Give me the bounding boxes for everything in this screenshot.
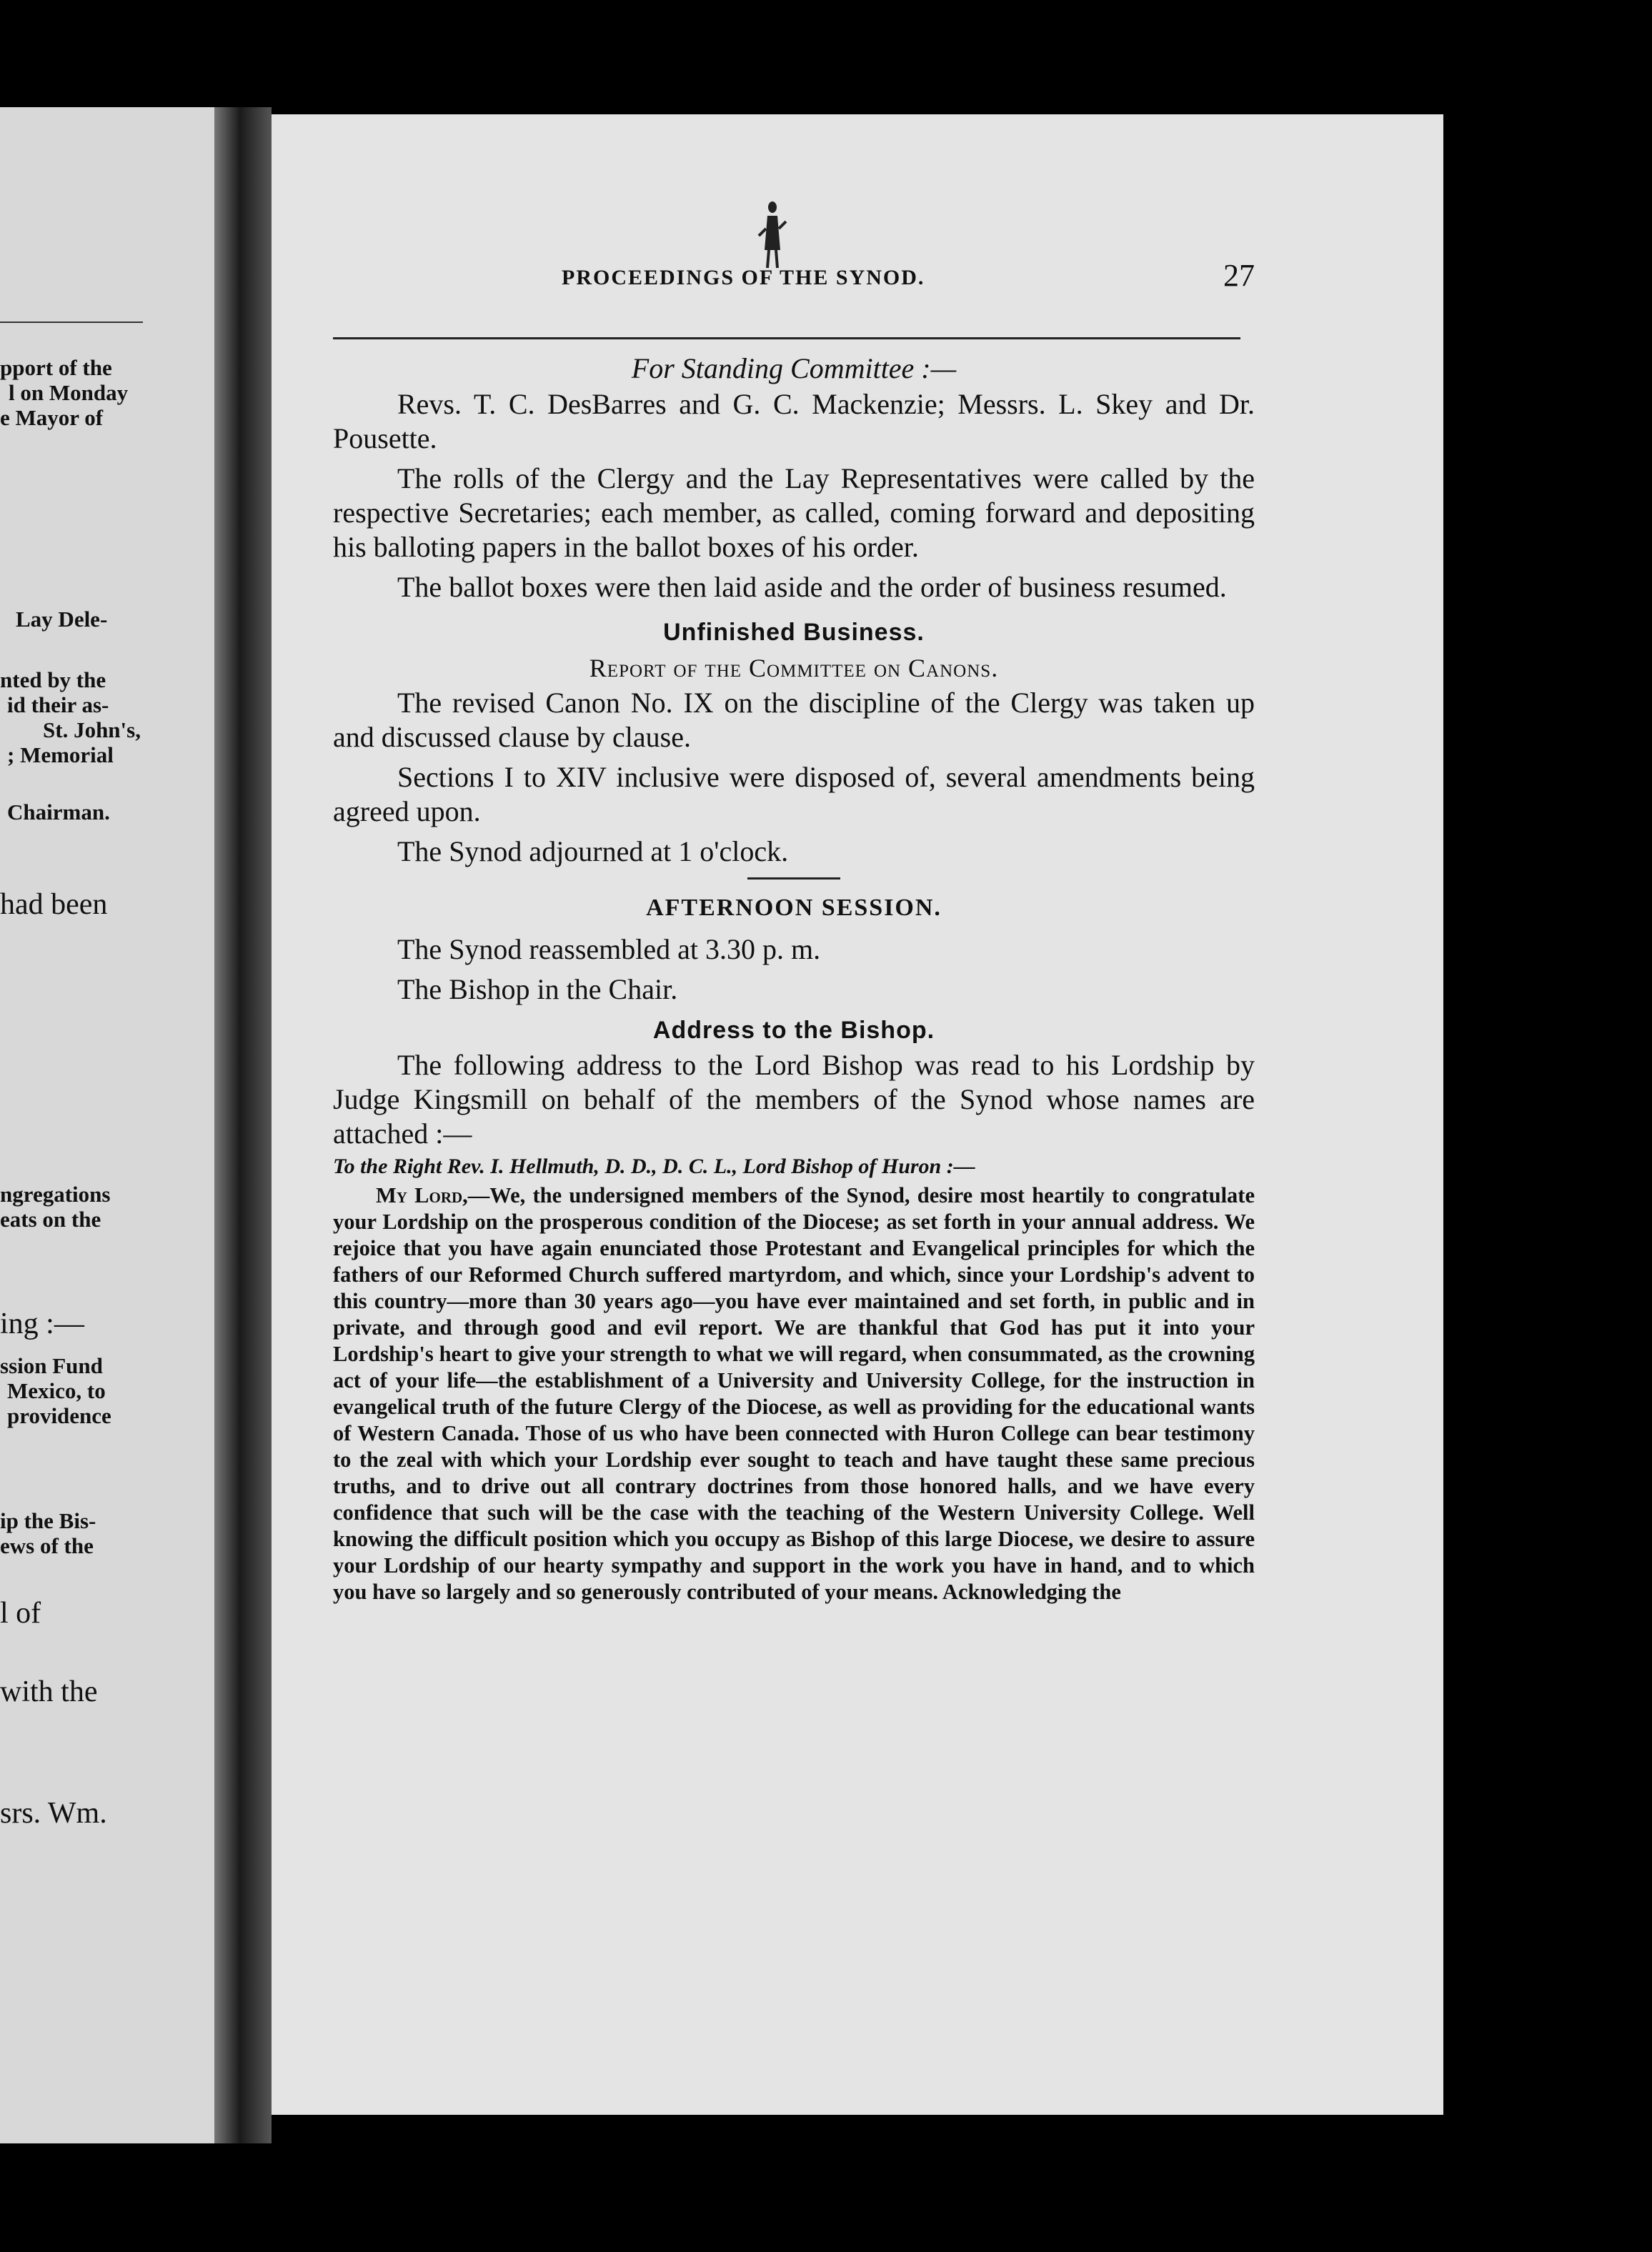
canons-report-heading: Report of the Committee on Canons. xyxy=(589,654,999,682)
left-line: eats on the xyxy=(0,1207,101,1232)
page-number: 27 xyxy=(1223,258,1255,293)
left-line: ; Memorial xyxy=(7,742,114,767)
left-line: ngregations xyxy=(0,1182,111,1207)
left-line: had been xyxy=(0,888,108,921)
address-salutation: My Lord, xyxy=(376,1183,468,1207)
adjourned-paragraph: The Synod adjourned at 1 o'clock. xyxy=(397,835,789,867)
left-line: l of xyxy=(0,1597,41,1630)
section-divider xyxy=(747,877,840,880)
address-recipient: To the Right Rev. I. Hellmuth, D. D., D. C. L., Lord Bishop of Huron :— xyxy=(333,1155,975,1178)
unfinished-business-heading: Unfinished Business. xyxy=(663,619,925,646)
left-line: Chairman. xyxy=(7,799,110,824)
address-heading: Address to the Bishop. xyxy=(652,1017,935,1044)
book-page xyxy=(272,114,1443,2115)
left-line: ssion Fund xyxy=(0,1353,103,1378)
reassembled-paragraph: The Synod reassembled at 3.30 p. m. xyxy=(397,933,821,965)
running-head-title: PROCEEDINGS OF THE SYNOD. xyxy=(562,266,925,289)
rolls-paragraph: The rolls of the Clergy and the Lay Representatives were called by the respective Secretaries; each member, as called, coming forward and depositing his balloting papers in the ballot boxes of his order. xyxy=(333,462,1255,563)
address-intro-paragraph: The following address to the Lord Bishop was read to his Lordship by Judge Kingsmill on behalf of the members of the Synod whose names are attached :— xyxy=(333,1049,1255,1150)
left-line: ews of the xyxy=(0,1533,94,1558)
left-line: providence xyxy=(7,1403,111,1428)
left-line: St. John's, xyxy=(43,717,141,742)
left-line: with the xyxy=(0,1675,98,1708)
page-body xyxy=(333,350,1255,1605)
sections-paragraph: Sections I to XIV inclusive were disposed of, several amendments being agreed upon. xyxy=(333,761,1255,827)
left-line: nted by the xyxy=(0,667,106,692)
left-line: Lay Dele- xyxy=(16,607,108,632)
address-text xyxy=(333,1182,1255,1605)
left-line: l on Monday xyxy=(9,380,129,405)
header-rule xyxy=(333,337,1240,339)
left-line: id their as- xyxy=(7,692,109,717)
chair-paragraph: The Bishop in the Chair. xyxy=(397,973,678,1005)
ballot-paragraph: The ballot boxes were then laid aside and the order of business resumed. xyxy=(397,571,1227,603)
book-gutter xyxy=(214,107,272,2143)
left-line: Mexico, to xyxy=(7,1378,106,1403)
standing-committee-heading: For Standing Committee :— xyxy=(631,352,957,384)
afternoon-session-heading: AFTERNOON SESSION. xyxy=(646,895,942,921)
running-head xyxy=(333,257,1255,300)
standing-committee-members: Revs. T. C. DesBarres and G. C. Mackenzie; Messrs. L. Skey and Dr. Pousette. xyxy=(333,388,1255,454)
left-line: srs. Wm. xyxy=(0,1797,107,1830)
left-line: ip the Bis- xyxy=(0,1508,96,1533)
canon-paragraph: The revised Canon No. IX on the discipline of the Clergy was taken up and discussed clause by clause. xyxy=(333,687,1255,753)
left-facing-page xyxy=(0,107,229,2143)
left-line: e Mayor of xyxy=(0,405,104,430)
left-page-rule xyxy=(0,322,143,323)
left-line: pport of the xyxy=(0,355,112,380)
left-line: ing :— xyxy=(0,1307,84,1340)
address-body: —We, the undersigned members of the Synod, desire most heartily to congratulate your Lordship on the prosperous condition of the Diocese; as set forth in your annual address. We rejoice that you have again enunciated those Protestant and Evangelical principles for which the fathers of our Reformed Church suffered martyrdom, and which, since your Lordship's advent to this country—more than 30 years ago—you have ever maintained and set forth, in public and in private, and through good and evil report. We are thankful that God has put it into your Lordship's heart to give your strength to what we will regard, when consummated, as the crowning act of your life—the establishment of a University and University College, for the instruction in evangelical truth of the future Clergy of the Diocese, as well as providing for the educational wants of Western Canada. Those of us who have been connected with Huron College can bear testimony to the zeal with which your Lordship ever sought to teach and have taught these same precious truths, and to drive out all contrary doctrines from those honored halls, and we have every confidence that such will be the case with the teaching of the Western University College. Well knowing the difficult position which you occupy as Bishop of this large Diocese, we desire to assure your Lordship of our hearty sympathy and support in the work you have in hand, and to which you have so largely and so generously contributed of your means. Acknowledging the xyxy=(333,1183,1255,1604)
